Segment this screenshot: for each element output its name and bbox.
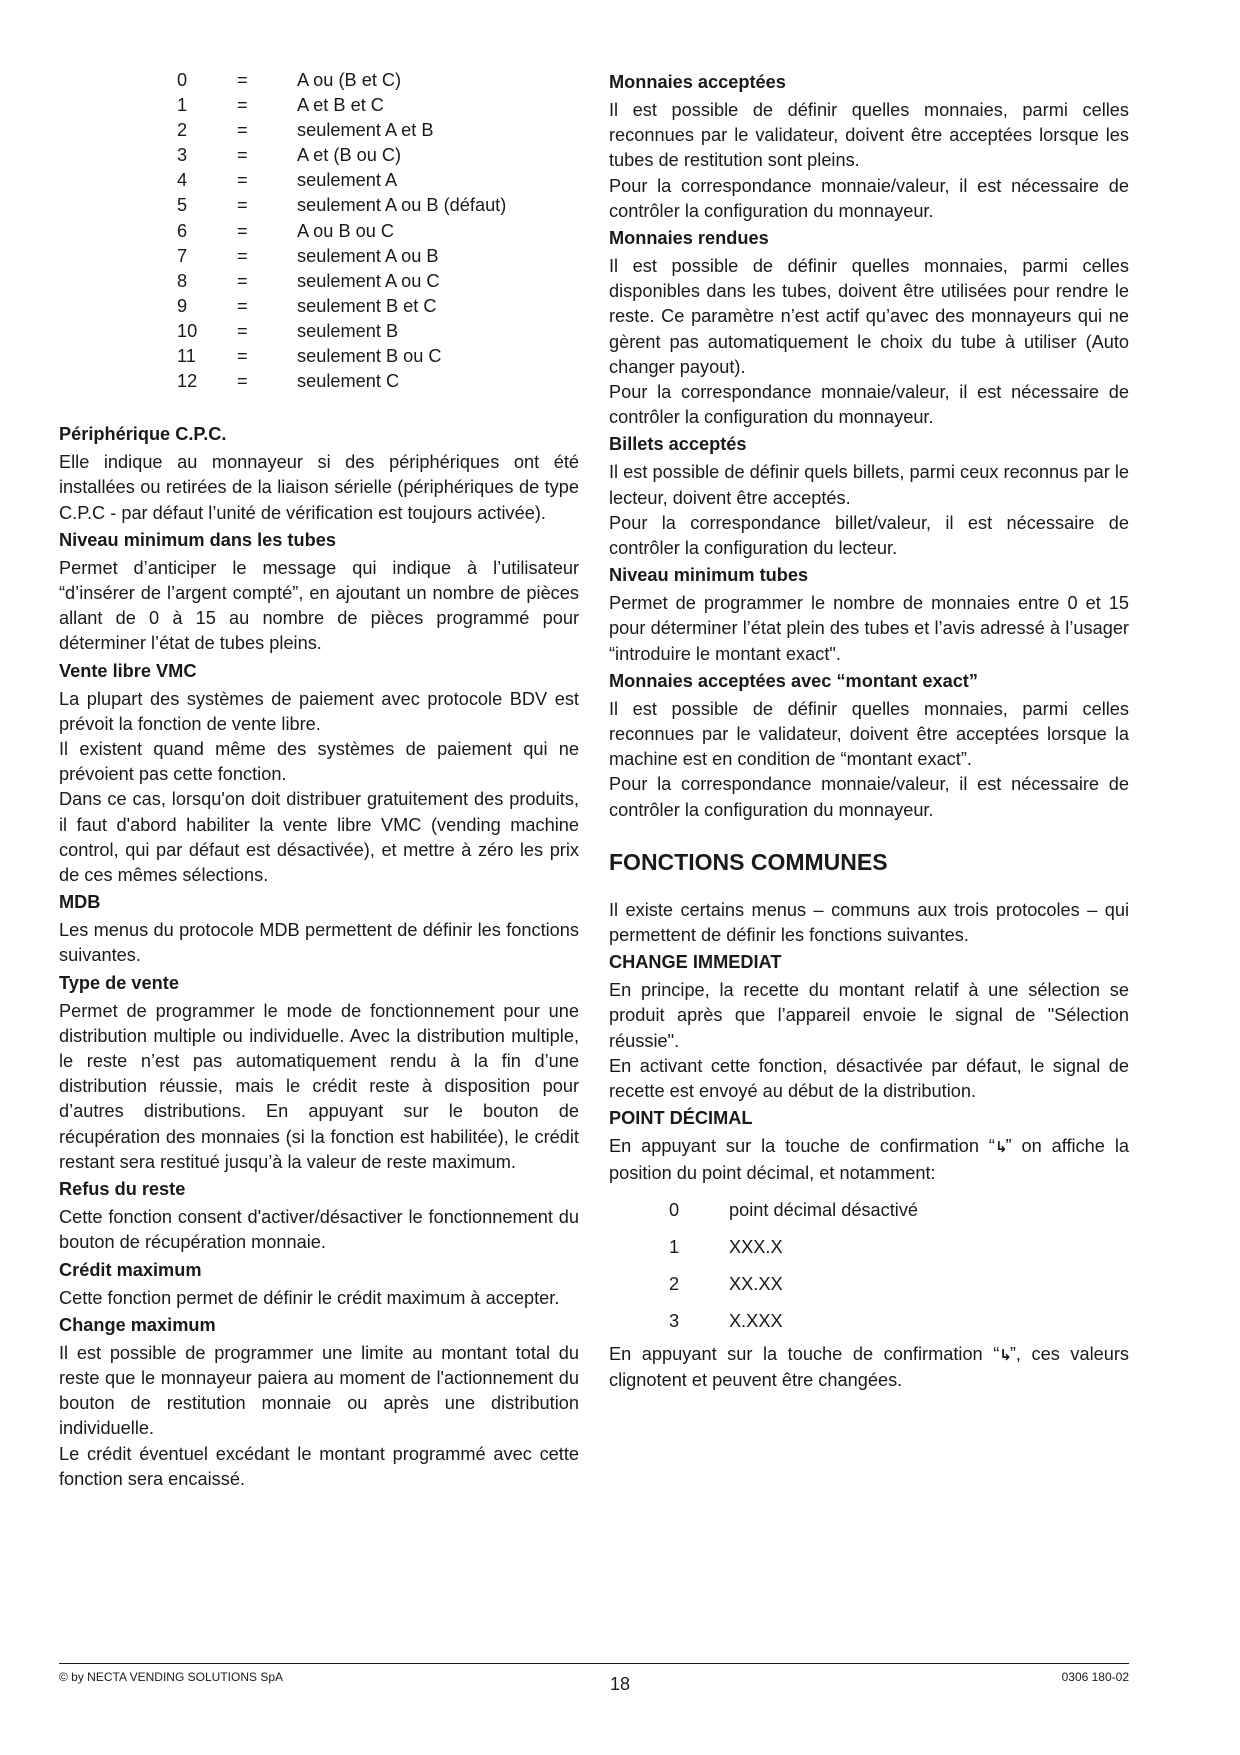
paragraph: En principe, la recette du montant relatif à une sélection se produit après que l’appareil envoie le signal de "Sélection réussie".	[609, 980, 1129, 1051]
section-heading: POINT DÉCIMAL	[609, 1108, 753, 1129]
paragraph: En appuyant sur la touche de confirmation “↳” on affiche la position du point décimal, et notamment:	[609, 1136, 1129, 1183]
section-heading: Monnaies acceptées avec “montant exact”	[609, 670, 978, 691]
paragraph: La plupart des systèmes de paiement avec protocole BDV est prévoit la fonction de vente libre.	[59, 688, 579, 734]
code-row: 0 = A ou (B et C)	[177, 70, 402, 90]
section-heading: Crédit maximum	[59, 1259, 202, 1280]
paragraph: Dans ce cas, lorsqu'on doit distribuer gratuitement des produits, il faut d'abord habiliter la vente libre VMC (vending machine control, qui par défaut est désactivée), et mettre à zéro les prix de ces mêmes sélections.	[59, 789, 579, 886]
decimal-row: 1 XXX.X	[669, 1236, 783, 1257]
section-heading: Refus du reste	[59, 1179, 186, 1200]
code-row: 6 = A ou B ou C	[177, 220, 395, 241]
paragraph: Il est possible de définir quelles monnaies, parmi celles reconnues par le validateur, doivent être acceptées lorsque la machine est en condition de “montant exact”.	[609, 698, 1129, 770]
code-row: 9 = seulement B et C	[177, 295, 437, 316]
chapter-heading: FONCTIONS COMMUNES	[609, 848, 888, 875]
paragraph: Permet de programmer le mode de fonctionnement pour une distribution multiple ou individuelle. Avec la distribution multiple, le reste n’est pas automatiquement rendu à la fin d’une distribution réussie, mais le crédit reste à disposition pour d’autres distributions. En appuyant sur le bouton de récupération des monnaies (si la fonction est habilitée), le crédit restant sera restitué jusqu’à la valeur de reste maximum.	[59, 1000, 579, 1172]
paragraph: Il est possible de définir quelles monnaies, parmi celles reconnues par le validateur, doivent être acceptées lorsque les tubes de restitution sont pleins.	[609, 100, 1129, 171]
section-heading: Type de vente	[59, 972, 179, 993]
paragraph: Pour la correspondance monnaie/valeur, il est nécessaire de contrôler la configuration du monnayeur.	[609, 382, 1129, 428]
code-row: 2 = seulement A et B	[177, 120, 434, 141]
paragraph: Pour la correspondance monnaie/valeur, il est nécessaire de contrôler la configuration du monnayeur.	[609, 774, 1129, 820]
section-heading: MDB	[59, 892, 101, 913]
section-heading: Monnaies rendues	[609, 228, 769, 249]
code-row: 1 = A et B et C	[177, 95, 384, 116]
code-row: 4 = seulement A	[177, 170, 398, 191]
document-code: 0306 180-02	[1061, 1670, 1129, 1684]
paragraph: Il existent quand même des systèmes de paiement qui ne prévoient pas cette fonction.	[59, 739, 579, 785]
decimal-row: 3 X.XXX	[669, 1310, 783, 1331]
code-row: 3 = A et (B ou C)	[177, 145, 402, 166]
code-row: 5 = seulement A ou B (défaut)	[177, 195, 507, 216]
decimal-row: 0 point décimal désactivé	[669, 1199, 919, 1220]
section-heading: Monnaies acceptées	[609, 72, 786, 92]
enter-key-icon: ↳	[994, 1139, 1006, 1157]
paragraph: Cette fonction permet de définir le crédit maximum à accepter.	[59, 1287, 560, 1308]
paragraph: Il est possible de définir quelles monnaies, parmi celles disponibles dans les tubes, doivent être utilisées pour rendre le reste. Ce paramètre n’est actif qu’avec des monnayeurs qui ne gèrent pas automatiquement le choix du tube à utiliser (Auto changer payout).	[609, 256, 1129, 377]
section-heading: Périphérique C.P.C.	[59, 424, 227, 445]
page-number: 18	[609, 1674, 631, 1694]
section-heading: Billets acceptés	[609, 434, 747, 455]
paragraph: Les menus du protocole MDB permettent de définir les fonctions suivantes.	[59, 920, 579, 966]
footer-divider	[59, 1663, 1129, 1664]
paragraph: Permet de programmer le nombre de monnaies entre 0 et 15 pour déterminer l’état plein des tubes et l’avis adressé à l’usager “introduire le montant exact".	[609, 593, 1129, 664]
paragraph: Pour la correspondance billet/valeur, il est nécessaire de contrôler la configuration du lecteur.	[609, 512, 1129, 559]
paragraph: Permet d’anticiper le message qui indique à l’utilisateur “d’insérer de l’argent compté”, en ajoutant un nombre de pièces allant de 0 à 15 au nombre de pièces programmé pour déterminer l’état de tubes pleins.	[59, 557, 579, 654]
paragraph: Il est possible de programmer une limite au montant total du reste que le monnayeur paiera au moment de l'actionnement du bouton de restitution monnaie ou après une distribution individuelle.	[59, 1342, 579, 1439]
footer-copyright: © by NECTA VENDING SOLUTIONS SpA	[59, 1670, 284, 1684]
paragraph: En activant cette fonction, désactivée par défaut, le signal de recette est envoyé au début de la distribution.	[609, 1055, 1129, 1102]
paragraph: En appuyant sur la touche de confirmation “↳”, ces valeurs clignotent et peuvent être changées.	[609, 1343, 1129, 1390]
paragraph: Pour la correspondance monnaie/valeur, il est nécessaire de contrôler la configuration du monnayeur.	[609, 175, 1129, 221]
section-heading: Vente libre VMC	[59, 660, 197, 681]
decimal-row: 2 XX.XX	[669, 1273, 783, 1294]
decimal-table	[669, 1192, 1129, 1340]
code-row: 11 = seulement B ou C	[177, 346, 442, 367]
section-heading: Change maximum	[59, 1314, 216, 1335]
code-row: 8 = seulement A ou C	[177, 270, 440, 291]
paragraph: Elle indique au monnayeur si des périphériques ont été installées ou retirées de la liaison sérielle (périphériques de type C.P.C - par défaut l’unité de vérification est toujours activée).	[59, 452, 579, 523]
code-row: 10 = seulement B	[177, 320, 399, 341]
left-column	[59, 68, 579, 1492]
enter-key-icon: ↳	[999, 1346, 1010, 1364]
section-heading: CHANGE IMMEDIAT	[609, 952, 782, 973]
section-heading: Niveau minimum tubes	[609, 565, 809, 586]
code-table	[177, 68, 579, 394]
paragraph: Le crédit éventuel excédant le montant programmé avec cette fonction sera encaissé.	[59, 1443, 579, 1489]
code-row: 7 = seulement A ou B	[177, 245, 439, 266]
paragraph: Il est possible de définir quels billets, parmi ceux reconnus par le lecteur, doivent être acceptés.	[609, 462, 1129, 508]
paragraph: Il existe certains menus – communs aux trois protocoles – qui permettent de définir les fonctions suivantes.	[609, 899, 1129, 946]
section-heading: Niveau minimum dans les tubes	[59, 529, 336, 550]
right-column	[609, 68, 1129, 1393]
paragraph: Cette fonction consent d'activer/désactiver le fonctionnement du bouton de récupération monnaie.	[59, 1207, 579, 1253]
code-row: 12 = seulement C	[177, 371, 400, 392]
